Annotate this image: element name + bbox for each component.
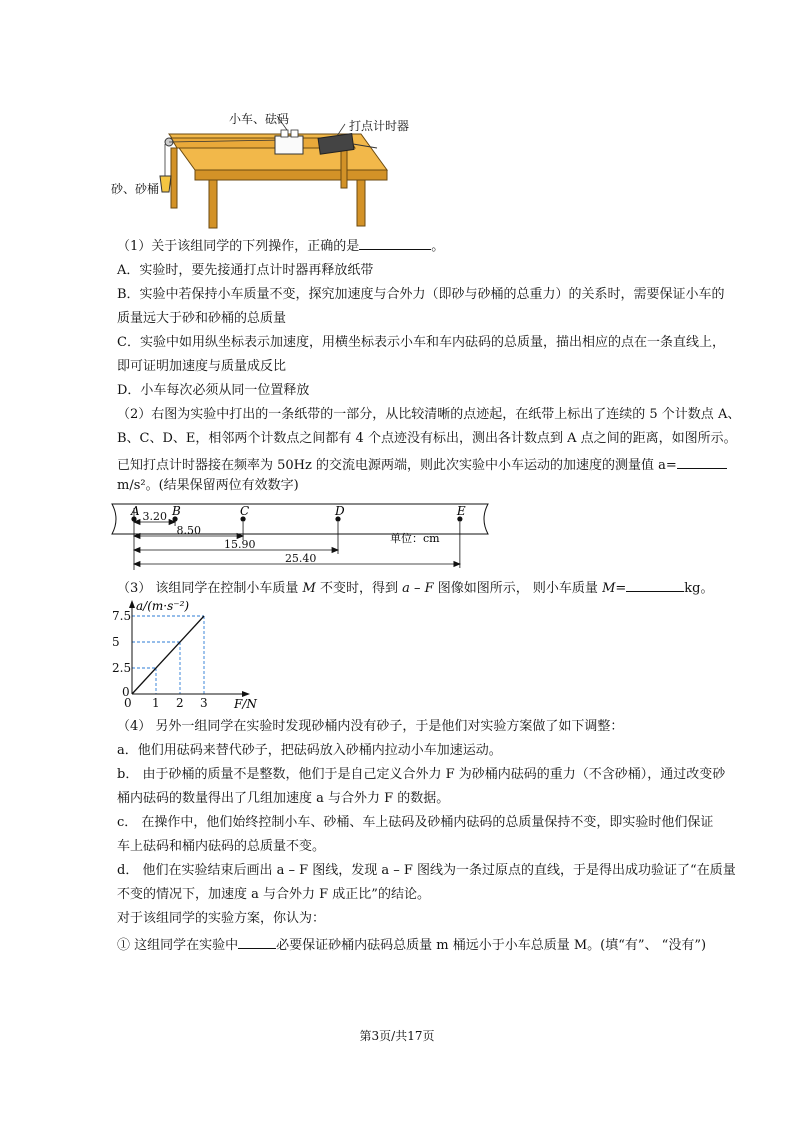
q2-line-2: B、C、D、E，相邻两个计数点之间都有 4 个点迹没有标出，测出各计数点到 A 点之间的距离，如图所示。	[117, 431, 737, 446]
sand-bucket	[160, 176, 171, 192]
a-f-chart	[110, 598, 270, 710]
cart	[275, 136, 303, 154]
q2-line-1: （2）右图为实验中打出的一条纸带的一部分，从比较清晰的点迹起，在纸带上标出了连续的 5 个计数点 A、	[117, 407, 741, 422]
q3-stem: （3） 该组同学在控制小车质量 M 不变时，得到 a – F 图像如图所示， 则小车质量 M= kg。	[117, 578, 714, 597]
q4-stem: （4） 另外一组同学在实验时发现砂桶内没有砂子，于是他们对实验方案做了如下调整：	[117, 719, 624, 734]
tape-point-label: B	[172, 504, 181, 518]
y-tick-label: 2.5	[112, 661, 132, 675]
q2-line-4: m/s²。(结果保留两位有效数字)	[117, 478, 299, 493]
q1-stem: （1）关于该组同学的下列操作，正确的是 。	[117, 236, 444, 255]
tape-point-label: D	[334, 504, 345, 518]
q1-option-a: A．实验时，要先接通打点计时器再释放纸带	[117, 263, 374, 278]
x-tick-label: 1	[152, 696, 160, 710]
q4-d2: 不变的情况下，加速度 a 与合外力 F 成正比”的结论。	[117, 887, 430, 902]
q4-a: a．他们用砝码来替代砂子，把砝码放入砂桶内拉动小车加速运动。	[117, 743, 502, 758]
x-tick-label: 2	[176, 696, 184, 710]
q4-item1: ① 这组同学在实验中 必要保证砂桶内砝码总质量 m 桶远小于小车总质量 M。(填“有”、 “没有”)	[117, 935, 706, 954]
q4-d1: d． 他们在实验结束后画出 a – F 图线，发现 a – F 图线为一条过原点的直线，于是得出成功验证了“在质量	[117, 863, 736, 878]
q1-option-b: B．实验中若保持小车质量不变，探究加速度与合外力（即砂与砂桶的总重力）的关系时，需要保证小车的	[117, 287, 725, 302]
x-axis-label: F/N	[234, 697, 257, 710]
desk-front-edge	[195, 170, 387, 180]
desk-leg	[171, 148, 177, 208]
desk-leg	[209, 180, 217, 228]
label-cart: 小车、砝码	[229, 112, 290, 126]
data-line	[132, 616, 204, 694]
q1-option-d: D．小车每次必须从同一位置释放	[117, 383, 310, 398]
tape-unit: 单位：cm	[390, 532, 440, 545]
q4-opinion: 对于该组同学的实验方案，你认为：	[117, 911, 326, 926]
q1-option-c: C．实验中如用纵坐标表示加速度，用横坐标表示小车和车内砝码的总质量，描出相应的点在一条直线上，	[117, 335, 725, 350]
tape-point-label: C	[240, 504, 250, 518]
page-number: 第3页/共17页	[359, 1029, 435, 1043]
y-tick-label: 0	[122, 685, 130, 699]
q4-b1: b． 由于砂桶的质量不是整数，他们于是自己定义合外力 F 为砂桶内砝码的重力（不含砂桶），通过改变砂	[117, 767, 726, 782]
label-bucket: 砂、砂桶	[111, 182, 160, 196]
tape-point-label: E	[456, 504, 466, 518]
tape-dim-label: 25.40	[284, 552, 317, 565]
q2-line-3: 已知打点计时器接在频率为 50Hz 的交流电源两端，则此次实验中小车运动的加速度的测量值 a=	[117, 455, 727, 474]
x-tick-label: 0	[124, 696, 132, 710]
q1-option-c-cont: 即可证明加速度与质量成反比	[117, 359, 287, 374]
y-axis-label: a/(m·s⁻²)	[136, 599, 190, 613]
desk-leg	[341, 148, 347, 188]
tape-dim-arrow	[454, 562, 460, 567]
tape-dim-arrow	[332, 548, 338, 553]
tape-dim-label: 3.20	[142, 510, 168, 523]
q4-b2: 桶内砝码的数量得出了几组加速度 a 与合外力 F 的数据。	[117, 791, 450, 806]
paper-tape-figure	[108, 500, 498, 572]
y-tick-label: 5	[112, 635, 120, 649]
q1-option-b-cont: 质量远大于砂和砂桶的总质量	[117, 311, 287, 326]
y-tick-label: 7.5	[112, 609, 132, 623]
desk-leg	[357, 180, 365, 226]
tape-dim-label: 15.90	[223, 538, 256, 551]
label-timer: 打点计时器	[349, 119, 410, 133]
tape-point-label: A	[131, 504, 140, 518]
tape-dim-arrow	[134, 562, 140, 567]
tape-dim-label: 8.50	[176, 524, 202, 537]
q4-c1: c． 在操作中，他们始终控制小车、砂桶、车上砝码及砂桶内砝码的总质量保持不变，即实验时他们保证	[117, 815, 714, 830]
q4-c2: 车上砝码和桶内砝码的总质量不变。	[117, 839, 326, 854]
tape-dim-arrow	[134, 548, 140, 553]
x-tick-label: 3	[200, 696, 208, 710]
